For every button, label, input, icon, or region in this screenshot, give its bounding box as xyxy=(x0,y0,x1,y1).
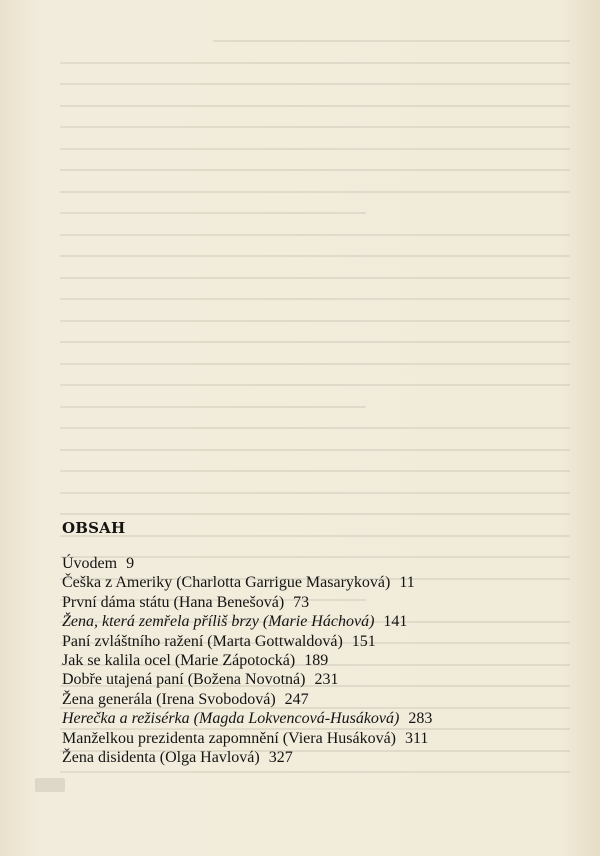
toc-entry-title: Češka z Ameriky (Charlotta Garrigue Masaryková) xyxy=(62,574,391,592)
toc-entry xyxy=(62,573,562,592)
toc-entry-title: Herečka a režisérka (Magda Lokvencová-Husáková) xyxy=(62,710,400,728)
bleed-line xyxy=(213,40,570,42)
bleed-line xyxy=(60,320,570,322)
bleed-line xyxy=(60,771,570,773)
toc-entry xyxy=(62,690,562,709)
toc-entry xyxy=(62,729,562,748)
bleed-line xyxy=(60,126,570,128)
bleed-line xyxy=(60,427,570,429)
toc-entry-page: 141 xyxy=(383,613,408,631)
bleed-line xyxy=(60,492,570,494)
toc-entry-title: Manželkou prezidenta zapomnění (Viera Husáková) xyxy=(62,729,397,747)
toc-heading: OBSAH xyxy=(62,519,126,537)
toc-entry-title: Paní zvláštního ražení (Marta Gottwaldová) xyxy=(62,632,343,650)
toc-entry-page: 151 xyxy=(351,632,376,650)
bleed-line xyxy=(60,255,570,257)
bleed-line xyxy=(60,169,570,171)
bleed-line xyxy=(60,470,570,472)
bleed-line xyxy=(60,277,570,279)
toc-entry-title: Úvodem xyxy=(62,555,118,572)
toc-entry-page: 11 xyxy=(399,574,415,592)
toc-entry-title: Žena disidenta (Olga Havlová) xyxy=(62,748,260,766)
bleed-through-page-number xyxy=(35,778,65,792)
toc-entry-page: 311 xyxy=(405,729,429,747)
toc-entry-page: 327 xyxy=(268,748,293,766)
toc-entry-page: 9 xyxy=(126,555,135,572)
toc-entry-title: Dobře utajená paní (Božena Novotná) xyxy=(62,671,306,689)
toc-entry xyxy=(62,612,562,631)
toc-entry-page: 189 xyxy=(304,651,329,669)
bleed-line xyxy=(60,148,570,150)
toc-entry-title: Jak se kalila ocel (Marie Zápotocká) xyxy=(62,651,296,669)
bleed-line xyxy=(60,341,570,343)
toc-entry-page: 231 xyxy=(314,671,339,689)
toc-entry xyxy=(62,554,562,573)
bleed-line xyxy=(60,513,570,515)
bleed-line xyxy=(60,105,570,107)
toc-entry-list xyxy=(62,554,562,767)
bleed-line xyxy=(60,212,366,214)
toc-entry-page: 247 xyxy=(284,690,309,708)
bleed-line xyxy=(60,363,570,365)
bleed-line xyxy=(60,406,366,408)
toc-entry xyxy=(62,632,562,651)
toc-entry-title: Žena, která zemřela příliš brzy (Marie Háchová) xyxy=(62,613,375,631)
table-of-contents xyxy=(62,518,562,767)
toc-entry xyxy=(62,670,562,689)
toc-entry-title: První dáma státu (Hana Benešová) xyxy=(62,593,285,611)
toc-entry-page: 73 xyxy=(293,593,310,611)
toc-entry-title: Žena generála (Irena Svobodová) xyxy=(62,690,276,708)
bleed-line xyxy=(60,62,570,64)
toc-entry xyxy=(62,593,562,612)
bleed-line xyxy=(60,234,570,236)
toc-entry-page: 283 xyxy=(408,710,433,728)
bleed-line xyxy=(60,449,570,451)
toc-entry xyxy=(62,651,562,670)
bleed-line xyxy=(60,298,570,300)
bleed-line xyxy=(60,191,570,193)
bleed-line xyxy=(60,384,570,386)
toc-entry xyxy=(62,748,562,767)
bleed-line xyxy=(60,83,570,85)
toc-entry xyxy=(62,709,562,728)
